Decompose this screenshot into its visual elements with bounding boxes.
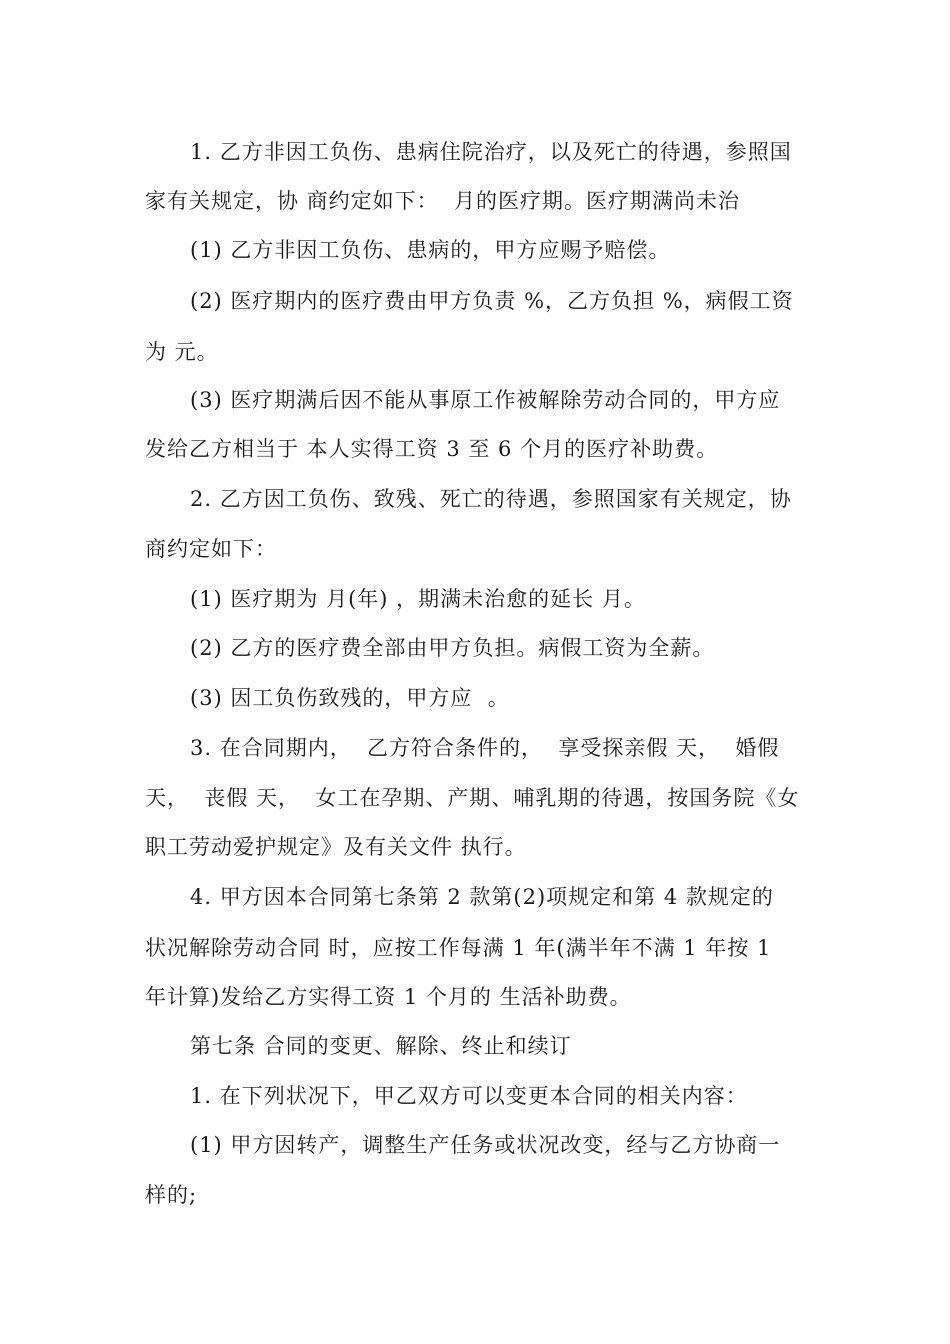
text-line: 3. 在合同期内， 乙方符合条件的， 享受探亲假 天， 婚假: [190, 736, 780, 760]
text-line: 年计算)发给乙方实得工资 1 个月的 生活补助费。: [145, 985, 632, 1009]
text-line: (2) 乙方的医疗费全部由甲方负担。病假工资为全薪。: [190, 636, 715, 660]
text-line: 为 元。: [145, 340, 219, 364]
text-line: (3) 医疗期满后因不能从事原工作被解除劳动合同的，甲方应: [190, 388, 781, 412]
text-line: (2) 医疗期内的医疗费由甲方负责 %，乙方负担 %，病假工资: [190, 289, 794, 313]
text-line: (3) 因工负伤致残的，甲方应 。: [190, 686, 510, 710]
text-line: 1. 在下列状况下，甲乙双方可以变更本合同的相关内容：: [190, 1084, 748, 1108]
text-line: 4. 甲方因本合同第七条第 2 款第(2)项规定和第 4 款规定的: [190, 885, 774, 909]
text-line: 状况解除劳动合同 时，应按工作每满 1 年(满半年不满 1 年按 1: [145, 936, 772, 960]
text-line: 家有关规定，协 商约定如下： 月的医疗期。医疗期满尚未治: [145, 189, 741, 213]
text-line: 天， 丧假 天， 女工在孕期、产期、哺乳期的待遇，按国务院《女: [145, 786, 800, 810]
text-line: (1) 医疗期为 月(年) ，期满未治愈的延长 月。: [190, 587, 646, 611]
text-line: 2. 乙方因工负伤、致残、死亡的待遇，参照国家有关规定，协: [190, 487, 792, 511]
text-line: 1. 乙方非因工负伤、患病住院治疗，以及死亡的待遇，参照国: [190, 140, 792, 164]
text-line: 发给乙方相当于 本人实得工资 3 至 6 个月的医疗补助费。: [145, 437, 719, 461]
text-line: (1) 乙方非因工负伤、患病的，甲方应赐予赔偿。: [190, 238, 671, 262]
text-line: 商约定如下：: [145, 537, 277, 561]
text-line: 样的;: [145, 1183, 198, 1207]
text-line: 职工劳动爱护规定》及有关文件 执行。: [145, 835, 527, 859]
text-line: (1) 甲方因转产，调整生产任务或状况改变，经与乙方协商一: [190, 1133, 781, 1157]
section-heading: 第七条 合同的变更、解除、终止和续订: [190, 1034, 572, 1058]
